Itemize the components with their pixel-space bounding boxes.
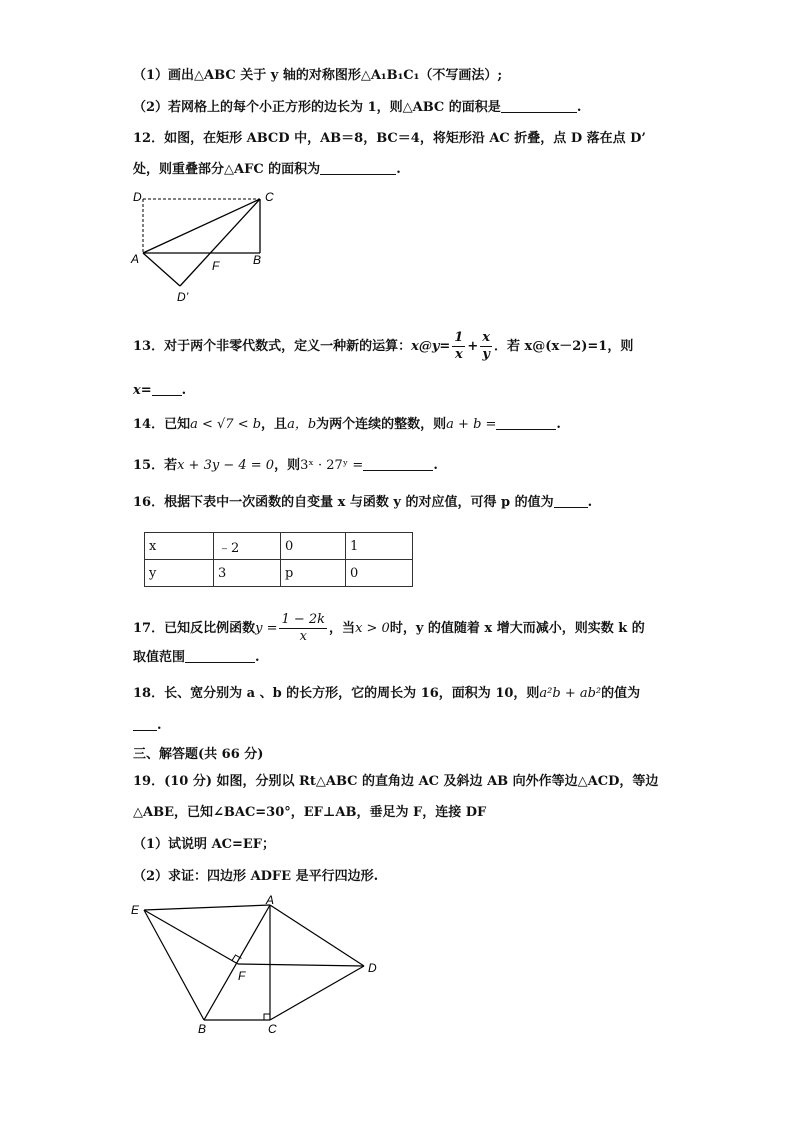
q15-pre: 15．若 (133, 458, 178, 473)
q17-condition: x > 0 (355, 621, 390, 636)
q13-line1: 13．对于两个非零代数式，定义一种新的运算：x@y= $\frac{1}{x}$ + $\frac{x}{y}$ ．若 x@(x－2)=1，则 (133, 330, 634, 362)
q14-line: 14．已知a < √7 < b，且a，b为两个连续的整数，则a + b = . (133, 417, 561, 432)
answer-blank (133, 716, 157, 731)
q19-part2: （2）求证：四边形 ADFE 是平行四边形. (133, 869, 379, 884)
q11-part1: （1）画出△ABC 关于 y 轴的对称图形△A₁B₁C₁（不写画法）; (133, 68, 503, 83)
q14-inequality: a < √7 < b (190, 417, 262, 432)
fig12-label-d: D (133, 190, 142, 204)
fig19-label-e: E (131, 903, 140, 917)
q17-fraction (279, 612, 327, 645)
fig12-side-ad (143, 253, 180, 286)
q13-condition: ．若 x@(x－2)=1，则 (494, 339, 634, 354)
answer-blank (320, 160, 396, 175)
table-row (145, 533, 413, 560)
q12-line2: 处，则重叠部分△AFC 的面积为 . (133, 162, 401, 177)
table-cell: x (145, 533, 214, 560)
q12-line2-text: 处，则重叠部分△AFC 的面积为 (133, 162, 321, 177)
fig12-label-f: F (212, 259, 220, 273)
fig12-diagonal-ac (143, 199, 260, 253)
q13-f1-den: x (454, 347, 463, 362)
figure-q19 (128, 893, 388, 1043)
fig19-right-angle-c (264, 1014, 270, 1020)
q19-line2: △ABE，已知∠BAC=30°，EF⊥AB，垂足为 F，连接 DF (133, 805, 487, 820)
figure-q12 (128, 188, 288, 308)
fig19-label-f: F (238, 969, 246, 983)
table-row (145, 560, 413, 587)
q17-den: x (299, 629, 307, 644)
q18-line1 (133, 684, 640, 704)
fig12-label-dprime: D’ (177, 290, 189, 304)
q14-post: 为两个连续的整数，则 (316, 417, 447, 432)
fig19-label-d: D (368, 961, 377, 975)
table-cell: ﹣2 (214, 533, 281, 560)
answer-blank (363, 456, 433, 471)
table-cell: 0 (281, 533, 346, 560)
q15-equation: x + 3y − 4 = 0 (177, 458, 275, 473)
q13-fraction-1 (452, 330, 465, 363)
q17-line2-text: 取值范围 (133, 650, 186, 665)
fig12-side-cd (180, 199, 260, 286)
q13-f2-den: y (482, 347, 490, 362)
q17-num: 1 − 2k (281, 612, 326, 627)
q15-mid: ，则 (274, 458, 301, 473)
q11-part2-text: （2）若网格上的每个小正方形的边长为 1，则△ABC 的面积是 (133, 100, 501, 115)
q16-text: 16．根据下表中一次函数的自变量 x 与函数 y 的对应值，可得 p 的值为 (133, 495, 554, 510)
q14-pre: 14．已知 (133, 417, 191, 432)
q17-pre: 17．已知反比例函数 (133, 621, 256, 636)
answer-blank (554, 493, 588, 508)
fig19-right-angle-f (232, 955, 242, 961)
fig19-segment-fd (238, 964, 364, 966)
q14-vars: a，b (287, 417, 317, 432)
fig12-label-c: C (265, 190, 274, 204)
q17-y: y = (255, 621, 278, 636)
q19-part1: （1）试说明 AC=EF； (133, 837, 276, 852)
q13-fraction-2 (480, 330, 492, 363)
q17-line2: 取值范围 . (133, 650, 260, 665)
q18-text: 18．长、宽分别为 a 、b 的长方形，它的周长为 16，面积为 10，则 (133, 686, 540, 701)
fig19-label-c: C (268, 1022, 277, 1036)
q19-line1: 19．(10 分) 如图，分别以 Rt△ABC 的直角边 AC 及斜边 AB 向外作等边△ACD，等边 (133, 774, 659, 789)
fig19-label-a: A (266, 893, 275, 907)
q11-part2: （2）若网格上的每个小正方形的边长为 1，则△ABC 的面积是 . (133, 100, 582, 115)
fig19-label-b: B (198, 1022, 207, 1036)
table-cell: y (145, 560, 214, 587)
q15-expression: 3ˣ · 27ʸ = (300, 458, 364, 473)
fig19-segment-cd (270, 966, 364, 1020)
q16-line: 16．根据下表中一次函数的自变量 x 与函数 y 的对应值，可得 p 的值为 . (133, 495, 593, 510)
q15-line: 15．若x + 3y − 4 = 0，则3ˣ · 27ʸ = . (133, 458, 438, 473)
q12-line1: 12．如图，在矩形 ABCD 中，AB＝8，BC＝4，将矩形沿 AC 折叠，点 D 落在点 D’ (133, 131, 646, 146)
answer-blank (185, 648, 255, 663)
fig12-label-b: B (253, 253, 262, 267)
fig12-label-a: A (131, 252, 140, 266)
fig19-segment-ab (204, 905, 270, 1020)
q18-post: 的值为 (601, 686, 641, 701)
section-3-heading: 三、解答题(共 66 分) (133, 747, 264, 762)
answer-blank (501, 98, 577, 113)
table-cell: 3 (214, 560, 281, 587)
q13-operator: x@y= (411, 339, 451, 354)
fig19-segment-eb (144, 910, 204, 1020)
table-cell: p (281, 560, 346, 587)
q17-line1 (133, 612, 645, 645)
q18-line2: . (133, 716, 162, 736)
q18-expression: a²b + ab² (539, 686, 602, 701)
q17-post: 时，y 的值随着 x 增大而减小，则实数 k 的 (389, 621, 645, 636)
q13-f1-num: 1 (454, 330, 464, 345)
value-table (144, 532, 413, 587)
q13-text: 13．对于两个非零代数式，定义一种新的运算： (133, 339, 412, 354)
table-cell: 1 (346, 533, 413, 560)
q13-x-label: x= (133, 383, 152, 398)
q14-sum: a + b = (446, 417, 497, 432)
q13-line2: x= . (133, 383, 187, 398)
table-cell: 0 (346, 560, 413, 587)
q13-f2-num: x (482, 330, 491, 345)
answer-blank (496, 415, 556, 430)
q14-mid: ，且 (261, 417, 288, 432)
fig19-segment-ea (144, 905, 270, 910)
fig19-segment-ad (270, 905, 364, 966)
q17-mid: ，当 (329, 621, 356, 636)
answer-blank (152, 381, 182, 396)
